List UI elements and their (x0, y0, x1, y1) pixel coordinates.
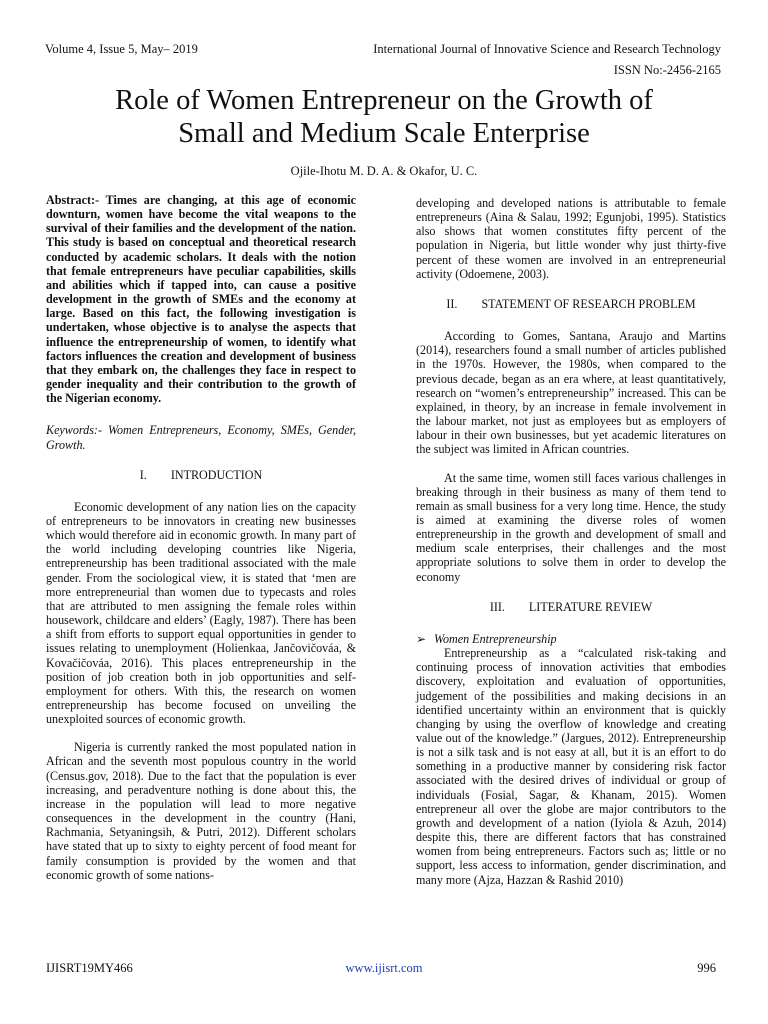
intro-paragraph-2: Nigeria is currently ranked the most populated nation in African and the seventh most populous country in the world (Census.gov, 2018). Due to the fact that the population is ever increasing, and peradventure nothing is done about this, the increase in the population will lead to more negative consequences in the development in the country (Hani, Rachmania, Setyaningsih, & Putri, 2012). Different scholars have stated that up to sixty to eighty percent of food meant for family consumption is provided by the women and that economic growth of some nations- (46, 740, 356, 882)
section-title: LITERATURE REVIEW (528, 599, 653, 614)
problem-paragraph-1: According to Gomes, Santana, Araujo and Martins (2014), researchers found a small number of articles published in the 1970s. However, the 1980s, when compared to the previous decade, began as an era where, at least quantitatively, research on “women’s entrepreneurship” increased. This can be explained, in theory, by an increase in female involvement in the labour market, not just as employees but as employers of labour in their own businesses, but yet academic literatures on the subject was limited in African countries. (416, 329, 726, 457)
abstract: Abstract:- Times are changing, at this age of economic downturn, women have become the vital weapons to the survival of their families and the development of the nation. This study is based on conceptual and theoretical research conducted by academic scholars. It deals with the notion that female entrepreneurs have peculiar capabilities, skills and abilities which if tapped into, can cause a positive development in the growth of SMEs and the economy at large. Based on this fact, the following investigation is undertaken, whose objective is to analyse the aspects that influence the entrepreneurship of women, to identify what factors influences the creation and development of business that they embark on, the challenges they face in respect to gender inequality and their contribution to the growth of the Nigerian economy. (46, 193, 356, 406)
arrow-bullet-icon: ➢ (416, 631, 427, 646)
intro-paragraph-1: Economic development of any nation lies on the capacity of entrepreneurs to be innovators in creating new businesses which would therefore aid in economic growth. In many part of the world including developing countries like Nigeria, entrepreneurship has been traditional associated with the male gender. From the sociological view, it is stated that ‘men are more entrepreneurial than women due to typecasts and roles that are attributed to men assigning the female roles within housework, childcare and elders’ (Eagly, 1987). There has been a shift from efforts to support equal opportunities in gender to issues relating to unemployment (Holienkaa, Jančovičováa, & Kovačičováa, 2016). This places entrepreneurship in the position of job creation both in job opportunities and self-employment for others. With this, the research on women entrepreneurship has become focused on unveiling the unexploited sources of economic growth. (46, 499, 356, 727)
section-heading-introduction (46, 468, 356, 482)
journal-volume: Volume 4, Issue 5, May– 2019 (45, 42, 198, 56)
journal-issn: ISSN No:-2456-2165 (613, 63, 721, 77)
keywords: Keywords:- Women Entrepreneurs, Economy, SMEs, Gender, Growth. (46, 423, 356, 452)
section-number: I. (139, 467, 147, 482)
left-column (46, 193, 356, 882)
paper-title (40, 84, 728, 150)
page-number: 996 (697, 961, 716, 975)
subsection-heading (416, 632, 726, 646)
section-title: INTRODUCTION (170, 467, 263, 482)
footer-url-link[interactable]: www.ijisrt.com (345, 961, 423, 975)
section-heading-problem (416, 297, 726, 311)
right-column (416, 196, 726, 887)
title-line-2: Small and Medium Scale Enterprise (178, 118, 590, 149)
section-heading-literature (416, 600, 726, 614)
section-title: STATEMENT OF RESEARCH PROBLEM (481, 296, 696, 311)
footer-code: IJISRT19MY466 (46, 961, 133, 975)
journal-name: International Journal of Innovative Science and Research Technology (373, 42, 721, 56)
section-number: II. (446, 296, 458, 311)
problem-paragraph-2: At the same time, women still faces various challenges in breaking through in their business as many of them tend to remain as small business for a very long time. Hence, the study is aimed at examining the diverse roles of women entrepreneurship in the growth and development of small and medium scale enterprises, their challenges and the most appropriate solutions to solve them in order to develop the economy (416, 470, 726, 584)
literature-paragraph-1: Entrepreneurship as a “calculated risk-taking and continuing process of innovation activities that embodies discovery, exploitation and evaluation of opportunities, judgement of the possibilities and making decisions in an identified uncertainty within an environment that is quickly changing by using the overflow of knowledge and creating value out of the knowledge.” (Jargues, 2012). Entrepreneurship is not a silk task and is not easy at all, but it is an effort to do something in a productive manner by considering risk factor associated with the desired drives of individual or group of individuals (Fosial, Sagar, & Khanam, 2015). Women entrepreneur all over the globe are major contributors to the growth and development of a nation (Iyiola & Azuh, 2014) despite this, there are different factors that has constrained women from being entrepreneurs. Factors such as; little or no support, less access to information, gender discrimination, and many more (Ajza, Hazzan & Rashid 2010) (416, 646, 726, 887)
authors: Ojile-Ihotu M. D. A. & Okafor, U. C. (290, 164, 478, 178)
subsection-title: Women Entrepreneurship (434, 631, 557, 646)
continued-paragraph: developing and developed nations is attributable to female entrepreneurs (Aina & Salau, 1992; Egunjobi, 1995). Statistics also shows that women constitutes fifty percent of the population in Nigeria, but little wonder why just thirty-five percent of these women are involved in an entrepreneurial activity (Odoemene, 2003). (416, 196, 726, 281)
section-number: III. (489, 599, 505, 614)
title-line-1: Role of Women Entrepreneur on the Growth of (115, 85, 653, 116)
